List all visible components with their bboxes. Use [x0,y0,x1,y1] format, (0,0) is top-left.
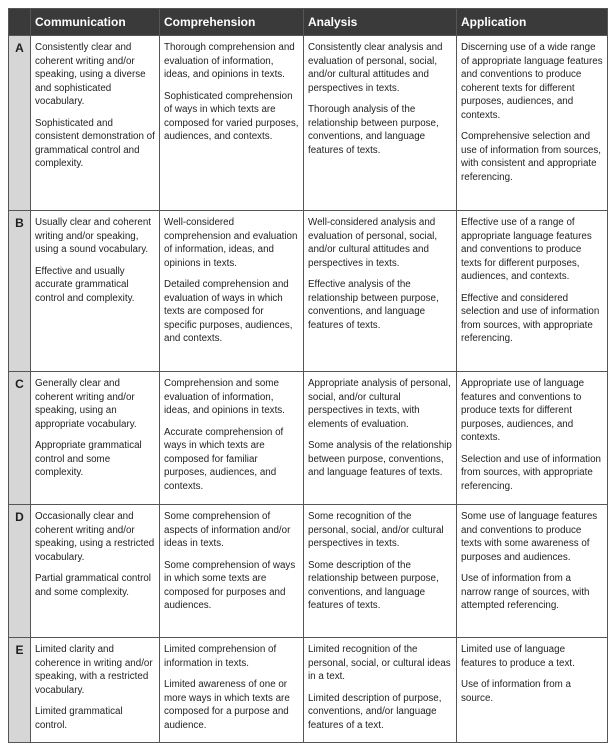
table-row-d [9,505,608,638]
cell-analysis [304,638,457,743]
header-corner [9,9,31,36]
cell-text: Some analysis of the relationship between purpose, conventions, and language features of texts. [308,440,452,478]
cell-text: Partial grammatical control and some complexity. [35,573,151,598]
cell-text: Effective and considered selection and use of information from sources, with appropriate referencing. [461,292,600,344]
cell-text: Thorough analysis of the relationship between purpose, conventions, and language features of texts. [308,104,439,156]
header-comprehension: Comprehension [160,9,304,36]
cell-comprehension [160,211,304,372]
cell-text: Sophisticated and consistent demonstration of grammatical control and complexity. [35,117,155,169]
cell-text: Limited awareness of one or more ways in which texts are composed for a purpose and audience. [164,679,290,731]
cell-communication [31,505,160,638]
cell-text: Appropriate use of language features and conventions to produce texts for different purposes, audiences, and contexts. [461,378,585,443]
cell-text: Limited use of language features to produce a text. [461,644,575,669]
cell-text: Appropriate analysis of personal, social, and/or cultural perspectives in texts, with elements of evaluation. [308,378,451,430]
cell-application [457,638,608,743]
cell-communication [31,36,160,211]
table-row-c [9,372,608,505]
cell-text: Some comprehension of aspects of information and/or ideas in texts. [164,511,291,549]
cell-text: Usually clear and coherent writing and/or speaking, using a sound vocabulary. [35,217,151,255]
grade-rubric-table [8,8,608,743]
cell-comprehension [160,36,304,211]
cell-text: Some comprehension of ways in which some texts are composed for purposes and audiences. [164,559,296,611]
grade-label: C [9,372,31,505]
cell-text: Use of information from a narrow range of sources, with attempted referencing. [461,573,590,611]
cell-text: Sophisticated comprehension of ways in which texts are composed for varied purposes, audiences, and contexts. [164,90,299,142]
header-communication: Communication [31,9,160,36]
table-row-b [9,211,608,372]
cell-text: Appropriate grammatical control and some complexity. [35,440,142,478]
cell-text: Comprehension and some evaluation of information, ideas, and opinions in texts. [164,378,285,416]
cell-analysis [304,505,457,638]
cell-communication [31,211,160,372]
cell-text: Some use of language features and conventions to produce texts with some awareness of purposes and audiences. [461,511,598,563]
cell-text: Effective and usually accurate grammatical control and complexity. [35,265,135,304]
cell-text: Thorough comprehension and evaluation of information, ideas, and opinions in texts. [164,42,295,80]
cell-application [457,505,608,638]
table-row-a [9,36,608,211]
cell-text: Limited grammatical control. [35,706,123,731]
cell-text: Selection and use of information from sources, with appropriate referencing. [461,453,601,492]
cell-text: Accurate comprehension of ways in which texts are composed for familiar purposes, audiences, and contexts. [164,426,284,492]
cell-text: Occasionally clear and coherent writing and/or speaking, using a restricted vocabulary. [35,511,155,563]
cell-text: Consistently clear analysis and evaluation of personal, social, and/or cultural attitudes and perspectives in texts. [308,42,443,94]
cell-text: Limited recognition of the personal, social, or cultural ideas in a text. [308,644,451,682]
cell-application [457,372,608,505]
cell-text: Some description of the relationship between purpose, conventions, and language features of texts. [308,559,439,611]
cell-text: Effective analysis of the relationship between purpose, conventions, and language features of texts. [308,279,439,331]
cell-text: Limited clarity and coherence in writing and/or speaking, with a restricted vocabulary. [35,644,153,696]
cell-text: Consistently clear and coherent writing and/or speaking, using a diverse and sophisticated vocabulary. [35,42,146,107]
cell-comprehension [160,372,304,505]
cell-text: Use of information from a source. [461,679,571,704]
cell-analysis [304,372,457,505]
grade-label: E [9,638,31,743]
cell-communication [31,638,160,743]
cell-text: Comprehensive selection and use of information from sources, with consistent and appropriate referencing. [461,131,601,183]
table-row-e [9,638,608,743]
header-row [9,9,608,36]
cell-text: Well-considered comprehension and evaluation of information, ideas, and opinions in texts. [164,217,298,269]
cell-analysis [304,36,457,211]
cell-comprehension [160,638,304,743]
cell-application [457,36,608,211]
cell-text: Well-considered analysis and evaluation of personal, social, and/or cultural attitudes and perspectives in texts. [308,217,438,269]
grade-label: D [9,505,31,638]
cell-text: Discerning use of a wide range of appropriate language features and conventions to produce coherent texts for different purposes, audiences, and contexts. [461,42,603,121]
header-analysis: Analysis [304,9,457,36]
cell-communication [31,372,160,505]
cell-analysis [304,211,457,372]
header-application: Application [457,9,608,36]
cell-text: Generally clear and coherent writing and/or speaking, using an appropriate vocabulary. [35,378,137,430]
cell-comprehension [160,505,304,638]
cell-application [457,211,608,372]
cell-text: Limited comprehension of information in texts. [164,644,277,669]
grade-label: A [9,36,31,211]
cell-text: Detailed comprehension and evaluation of ways in which texts are composed for specific purposes, audiences, and contexts. [164,279,293,344]
grade-label: B [9,211,31,372]
cell-text: Limited description of purpose, conventions, and/or language features of a text. [308,692,442,731]
cell-text: Effective use of a range of appropriate language features and conventions to produce texts for different purposes, audiences, and contexts. [461,217,592,282]
cell-text: Some recognition of the personal, social, and/or cultural perspectives in texts. [308,511,444,549]
